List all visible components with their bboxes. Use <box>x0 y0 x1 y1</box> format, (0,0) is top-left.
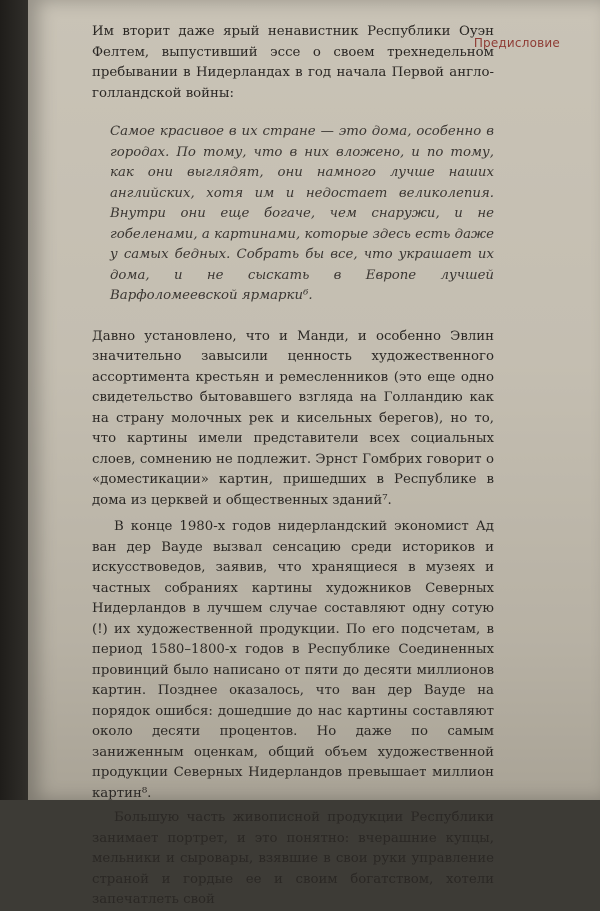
block-quote: Самое красивое в их стране — это дома, особенно в городах. По тому, что в них вложено, и по тому, как они выглядят, они намного лучше наших английских, хотя им и недостает великолепия. Внутри они еще богаче, чем снаружи, и не гобеленами, а картинами, которые здесь есть даже у самых бедных. Собрать бы все, что украшает их дома, и не сыскать в Европе лучшей Варфоломеевской ярмарки⁶. <box>110 124 494 303</box>
paragraph-3: В конце 1980-х годов нидерландский экономист Ад ван дер Вауде вызвал сенсацию среди историков и искусствоведов, заявив, что хранящиеся в музеях и частных собраниях картины художников Северных Нидерландов в лучшем случае составляют одну сотую (!) их художественной продукции. По его подсчетам, в период 1580–1800-х годов в Республике Соединенных провинций было написано от пяти до десяти миллионов картин. Позднее оказалось, что ван дер Вауде на порядок ошибся: дошедшие до нас картины составляют около десяти процентов. Но даже по самым заниженным оценкам, общий объем художественной продукции Северных Нидерландов превышает миллион картин⁸. <box>92 519 494 801</box>
book-page <box>28 0 600 907</box>
paragraph-2: Давно установлено, что и Манди, и особенно Эвлин значительно завысили ценность художественного ассортимента крестьян и ремесленников (это еще одно свидетельство бытовавшего взгляда на Голландию как на страну молочных рек и кисельных берегов), но то, что картины имели представители всех социальных слоев, сомнению не подлежит. Эрнст Гомбрих говорит о «доместикации» картин, пришедших в Республике в дома из церквей и общественных зданий⁷. <box>92 328 494 508</box>
paragraph-1: Им вторит даже ярый ненавистник Республики Оуэн Фелтем, выпустивший эссе о своем трехнедельном пребывании в Нидерландах в год начала Первой англо-голландской войны: <box>92 24 494 101</box>
paragraph-4: Большую часть живописной продукции Республики занимает портрет, и это понятно: вчерашние купцы, мельники и сыровары, взявшие в свои руки управление страной и гордые ее и своим богатством, хотели запечатлеть свой <box>92 810 494 907</box>
running-head: Предисловие <box>473 36 560 50</box>
main-text <box>92 22 494 911</box>
